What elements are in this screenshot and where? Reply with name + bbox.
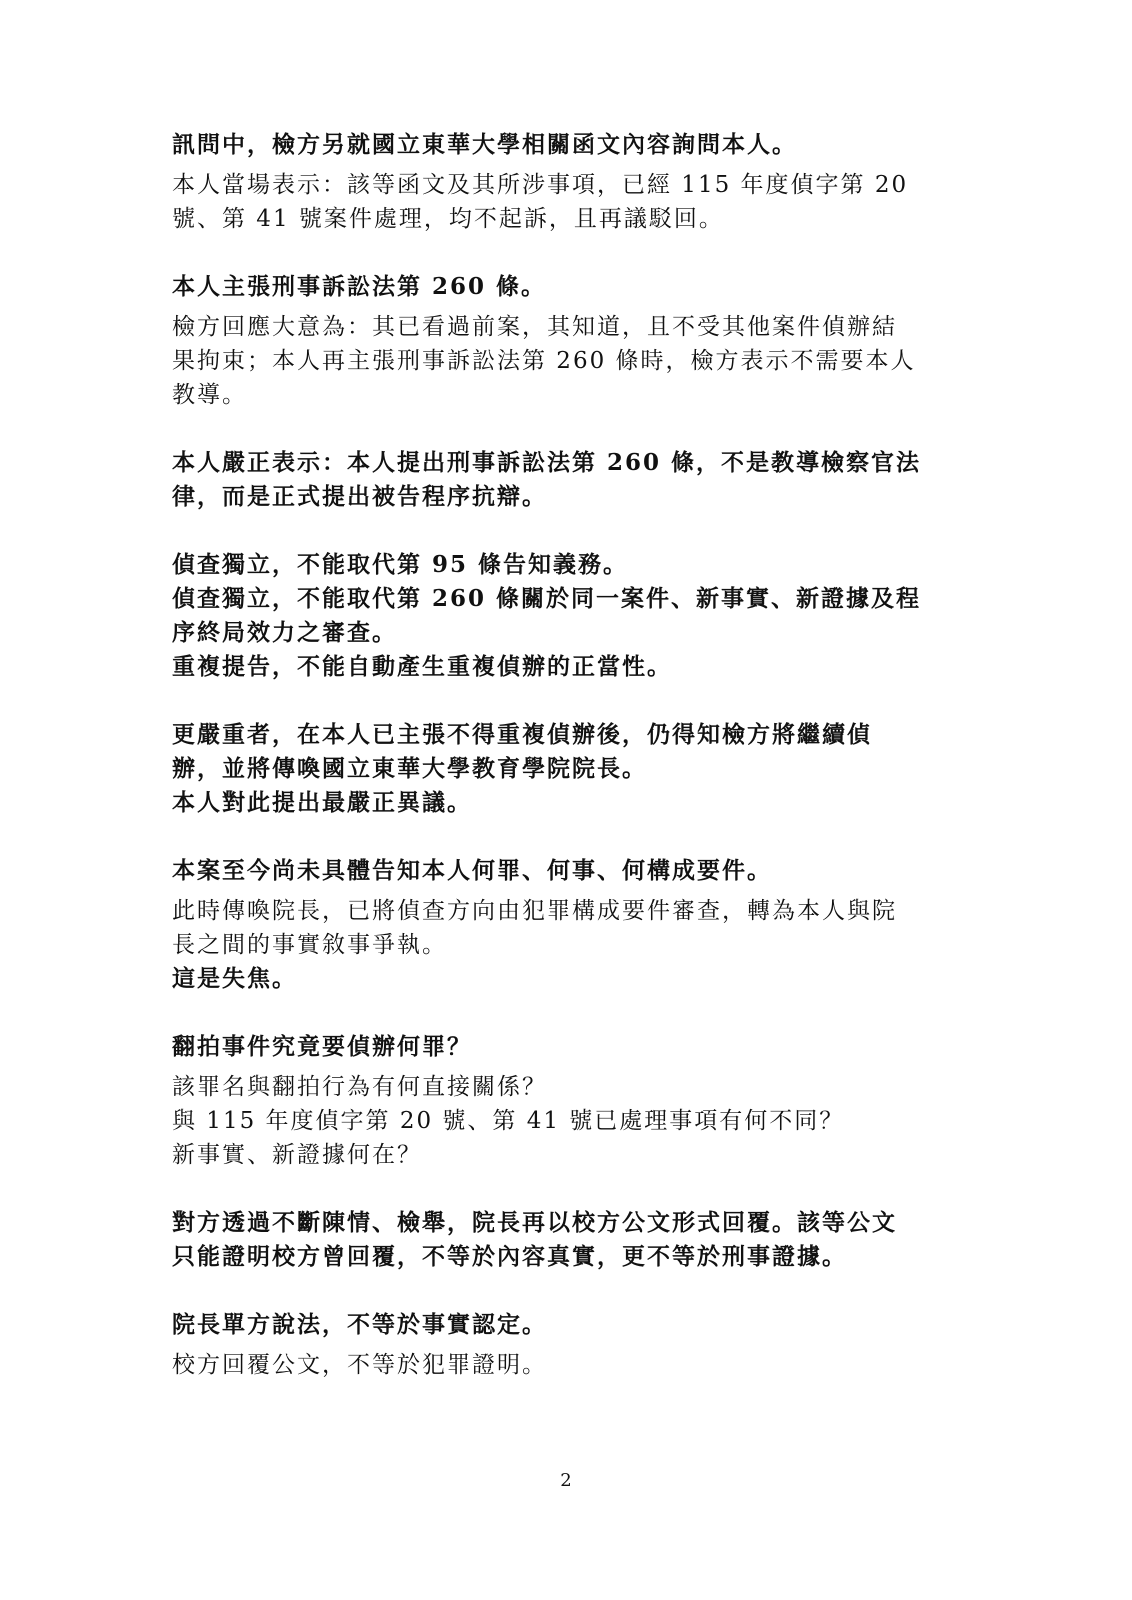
bold-line: 院長單方說法，不等於事實認定。 (172, 1311, 547, 1338)
text-line: 長之間的事實敘事爭執。 (172, 932, 447, 958)
bold-line: 本人對此提出最嚴正異議。 (172, 789, 472, 816)
bold-line: 訊問中，檢方另就國立東華大學相關函文內容詢問本人。 (172, 131, 797, 158)
text-line: 新事實、新證據何在？ (172, 1142, 422, 1168)
bold-line: 只能證明校方曾回覆，不等於內容真實，更不等於刑事證據。 (172, 1243, 847, 1270)
text-line: 號、第 41 號案件處理，均不起訴，且再議駁回。 (172, 206, 724, 232)
bold-line: 律，而是正式提出被告程序抗辯。 (172, 483, 547, 510)
bold-line: 更嚴重者，在本人已主張不得重複偵辦後，仍得知檢方將繼續偵 (172, 721, 872, 748)
bold-line: 重複提告，不能自動產生重複偵辦的正當性。 (172, 653, 672, 680)
bold-line: 本案至今尚未具體告知本人何罪、何事、何構成要件。 (172, 857, 772, 884)
bold-line: 本人主張刑事訴訟法第 260 條。 (172, 273, 547, 300)
bold-line: 偵查獨立，不能取代第 95 條告知義務。 (172, 551, 629, 578)
bold-line: 序終局效力之審查。 (172, 619, 397, 646)
text-line: 該罪名與翻拍行為有何直接關係？ (172, 1074, 547, 1100)
text-line: 果拘束；本人再主張刑事訴訟法第 260 條時，檢方表示不需要本人 (172, 348, 916, 374)
bold-line: 辦，並將傳喚國立東華大學教育學院院長。 (172, 755, 647, 782)
text-line: 本人當場表示：該等函文及其所涉事項，已經 115 年度偵字第 20 (172, 172, 909, 198)
text-line: 此時傳喚院長，已將偵查方向由犯罪構成要件審查，轉為本人與院 (172, 898, 897, 924)
text-line: 校方回覆公文，不等於犯罪證明。 (172, 1352, 547, 1378)
text-line: 與 115 年度偵字第 20 號、第 41 號已處理事項有何不同？ (172, 1108, 845, 1134)
text-line: 檢方回應大意為：其已看過前案，其知道，且不受其他案件偵辦結 (172, 314, 897, 340)
text-line: 教導。 (172, 382, 247, 408)
page-number: 2 (560, 1470, 572, 1491)
bold-line: 對方透過不斷陳情、檢舉，院長再以校方公文形式回覆。該等公文 (172, 1209, 897, 1236)
bold-line: 這是失焦。 (172, 965, 297, 992)
bold-line: 本人嚴正表示：本人提出刑事訴訟法第 260 條，不是教導檢察官法 (172, 449, 922, 476)
bold-line: 偵查獨立，不能取代第 260 條關於同一案件、新事實、新證據及程 (172, 585, 922, 612)
bold-line: 翻拍事件究竟要偵辦何罪？ (172, 1033, 472, 1060)
document-body (172, 128, 952, 1382)
